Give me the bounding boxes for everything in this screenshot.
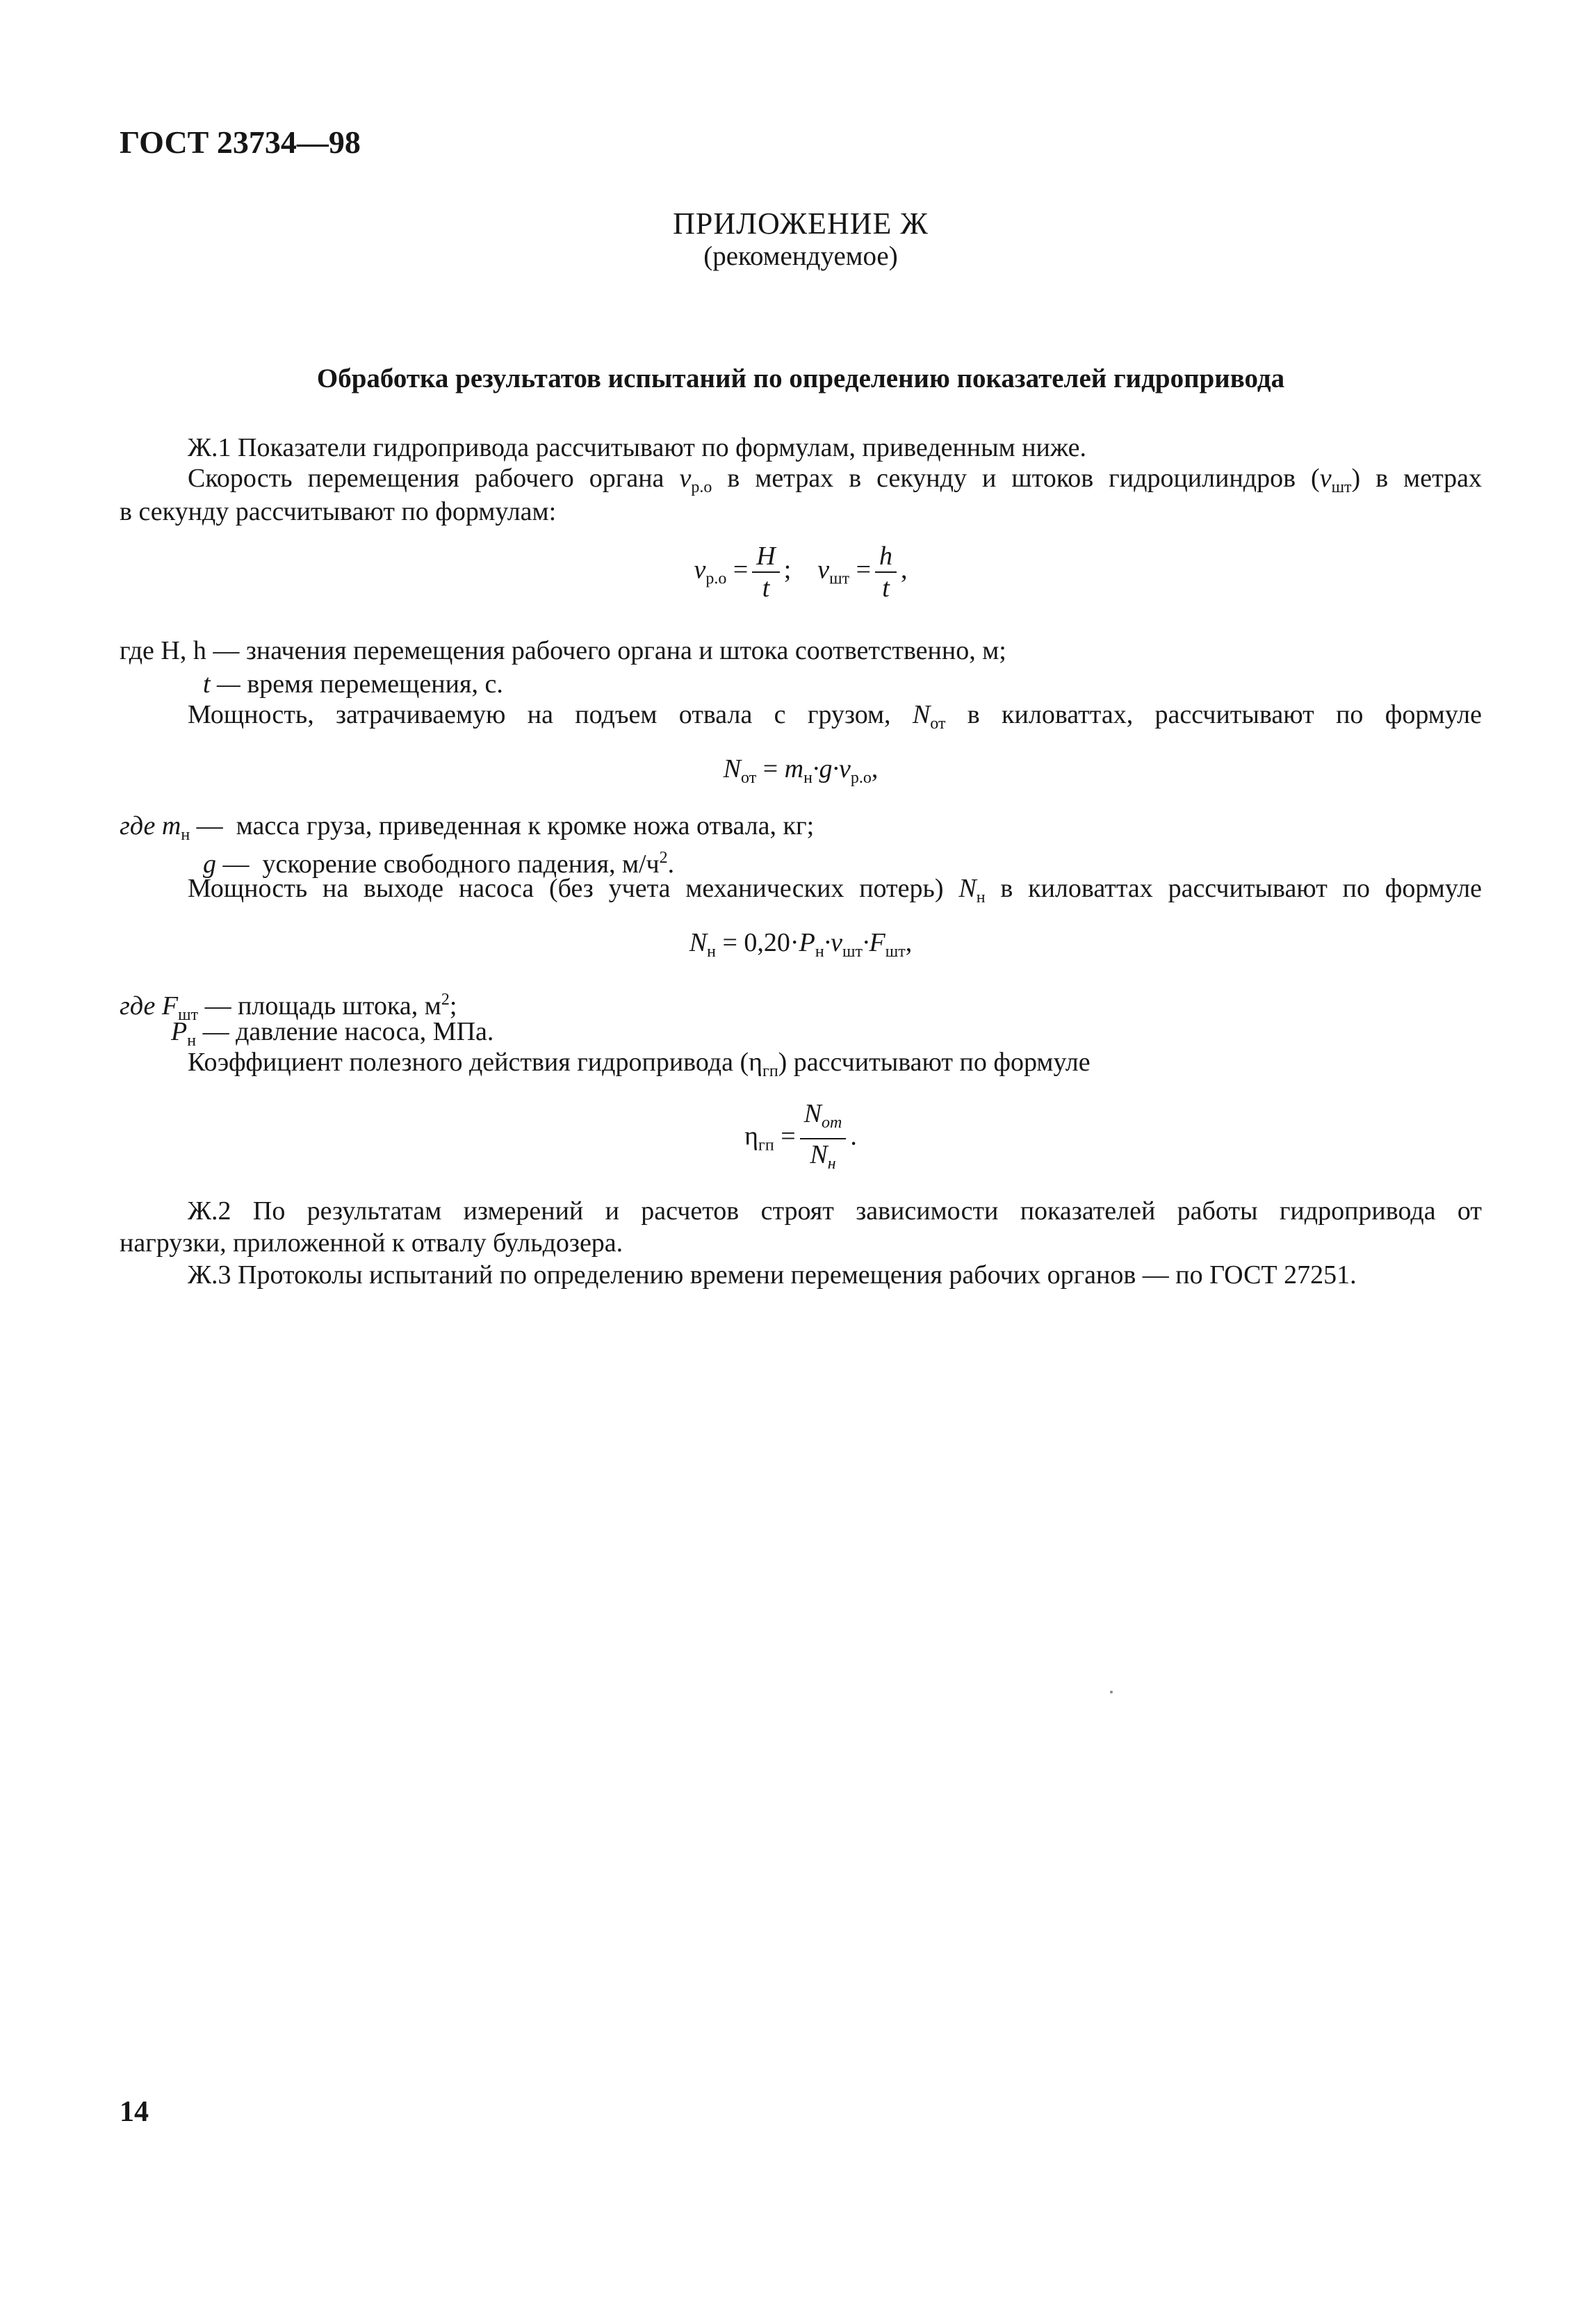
scan-speck — [1110, 1691, 1113, 1693]
fraction-H-t: $\frac{H}{t}$ — [752, 541, 779, 603]
definition-P: $P_н$ — давление насоса, МПа. — [171, 1017, 494, 1050]
definition-t: t — время перемещения, с. — [203, 669, 503, 699]
annex-title: ПРИЛОЖЕНИЕ Ж — [673, 206, 929, 241]
paragraph-power-lift: Мощность, затрачиваемую на подъем отвала с грузом, $N_{от}$ в киловаттах, рассчитывают по формуле — [188, 700, 1483, 733]
formula-power-lift: $N_{от} = m_н\cdot g\cdot v_{р.о}$, — [723, 754, 879, 787]
definition-H-h: где H, h — значения перемещения рабочего органа и штока соответственно, м; — [120, 636, 1006, 665]
formula-speeds: $v_{р.о}$ = $\frac{H}{t}$ ; $v_{шт}$ = $\frac{h}{t}$ , — [694, 542, 908, 603]
paragraph-speed-line2: в секунду рассчитывают по формулам: — [120, 497, 557, 526]
standard-header: ГОСТ 23734—98 — [120, 124, 361, 160]
paragraph-speed-line1: Скорость перемещения рабочего органа $v_{р.о}$ в метрах в секунду и штоков гидроцилиндров $(v_{шт})$ в метрах — [188, 464, 1483, 496]
definition-F: где $F_{шт}$ — площадь штока, $м^2$; — [120, 991, 457, 1024]
definition-g: g — ускорение свободного падения, $м/ч^2$. — [203, 849, 675, 879]
page-number: 14 — [120, 2096, 149, 2128]
formula-efficiency: $\eta_{гп}$ = $\frac{N_{от}}{N_н}$ . — [120, 1098, 1482, 1179]
paragraph-zh2-line1: Ж.2 По результатам измерений и расчетов строят зависимости показателей работы гидропривода от — [188, 1196, 1482, 1226]
paragraph-zh2-line2: нагрузки, приложенной к отвалу бульдозера. — [120, 1228, 623, 1258]
paragraph-zh1: Ж.1 Показатели гидропривода рассчитывают по формулам, приведенным ниже. — [188, 433, 1086, 462]
paragraph-zh3: Ж.3 Протоколы испытаний по определению времени перемещения рабочих органов — по ГОСТ 27251. — [188, 1260, 1357, 1290]
formula-pump-power: $N_н = 0,20\cdot P_н\cdot v_{шт}\cdot F_{шт}$, — [689, 928, 913, 961]
annex-status: (рекомендуемое) — [703, 241, 898, 271]
paragraph-pump-power: Мощность на выходе насоса (без учета механических потерь) $N_н$ в киловаттах рассчитывают по формуле — [188, 874, 1483, 907]
fraction-h-t: $\frac{h}{t}$ — [875, 541, 897, 603]
paragraph-efficiency: Коэффициент полезного действия гидропривода $(\eta_{гп})$ рассчитывают по формуле — [188, 1048, 1091, 1080]
section-title: Обработка результатов испытаний по определению показателей гидропривода — [316, 364, 1285, 393]
definition-m: где $m_н$ — масса груза, приведенная к кромке ножа отвала, кг; — [120, 811, 815, 844]
fraction-N-ot-N-n: $\frac{N_{от}}{N_н}$ — [800, 1098, 847, 1179]
